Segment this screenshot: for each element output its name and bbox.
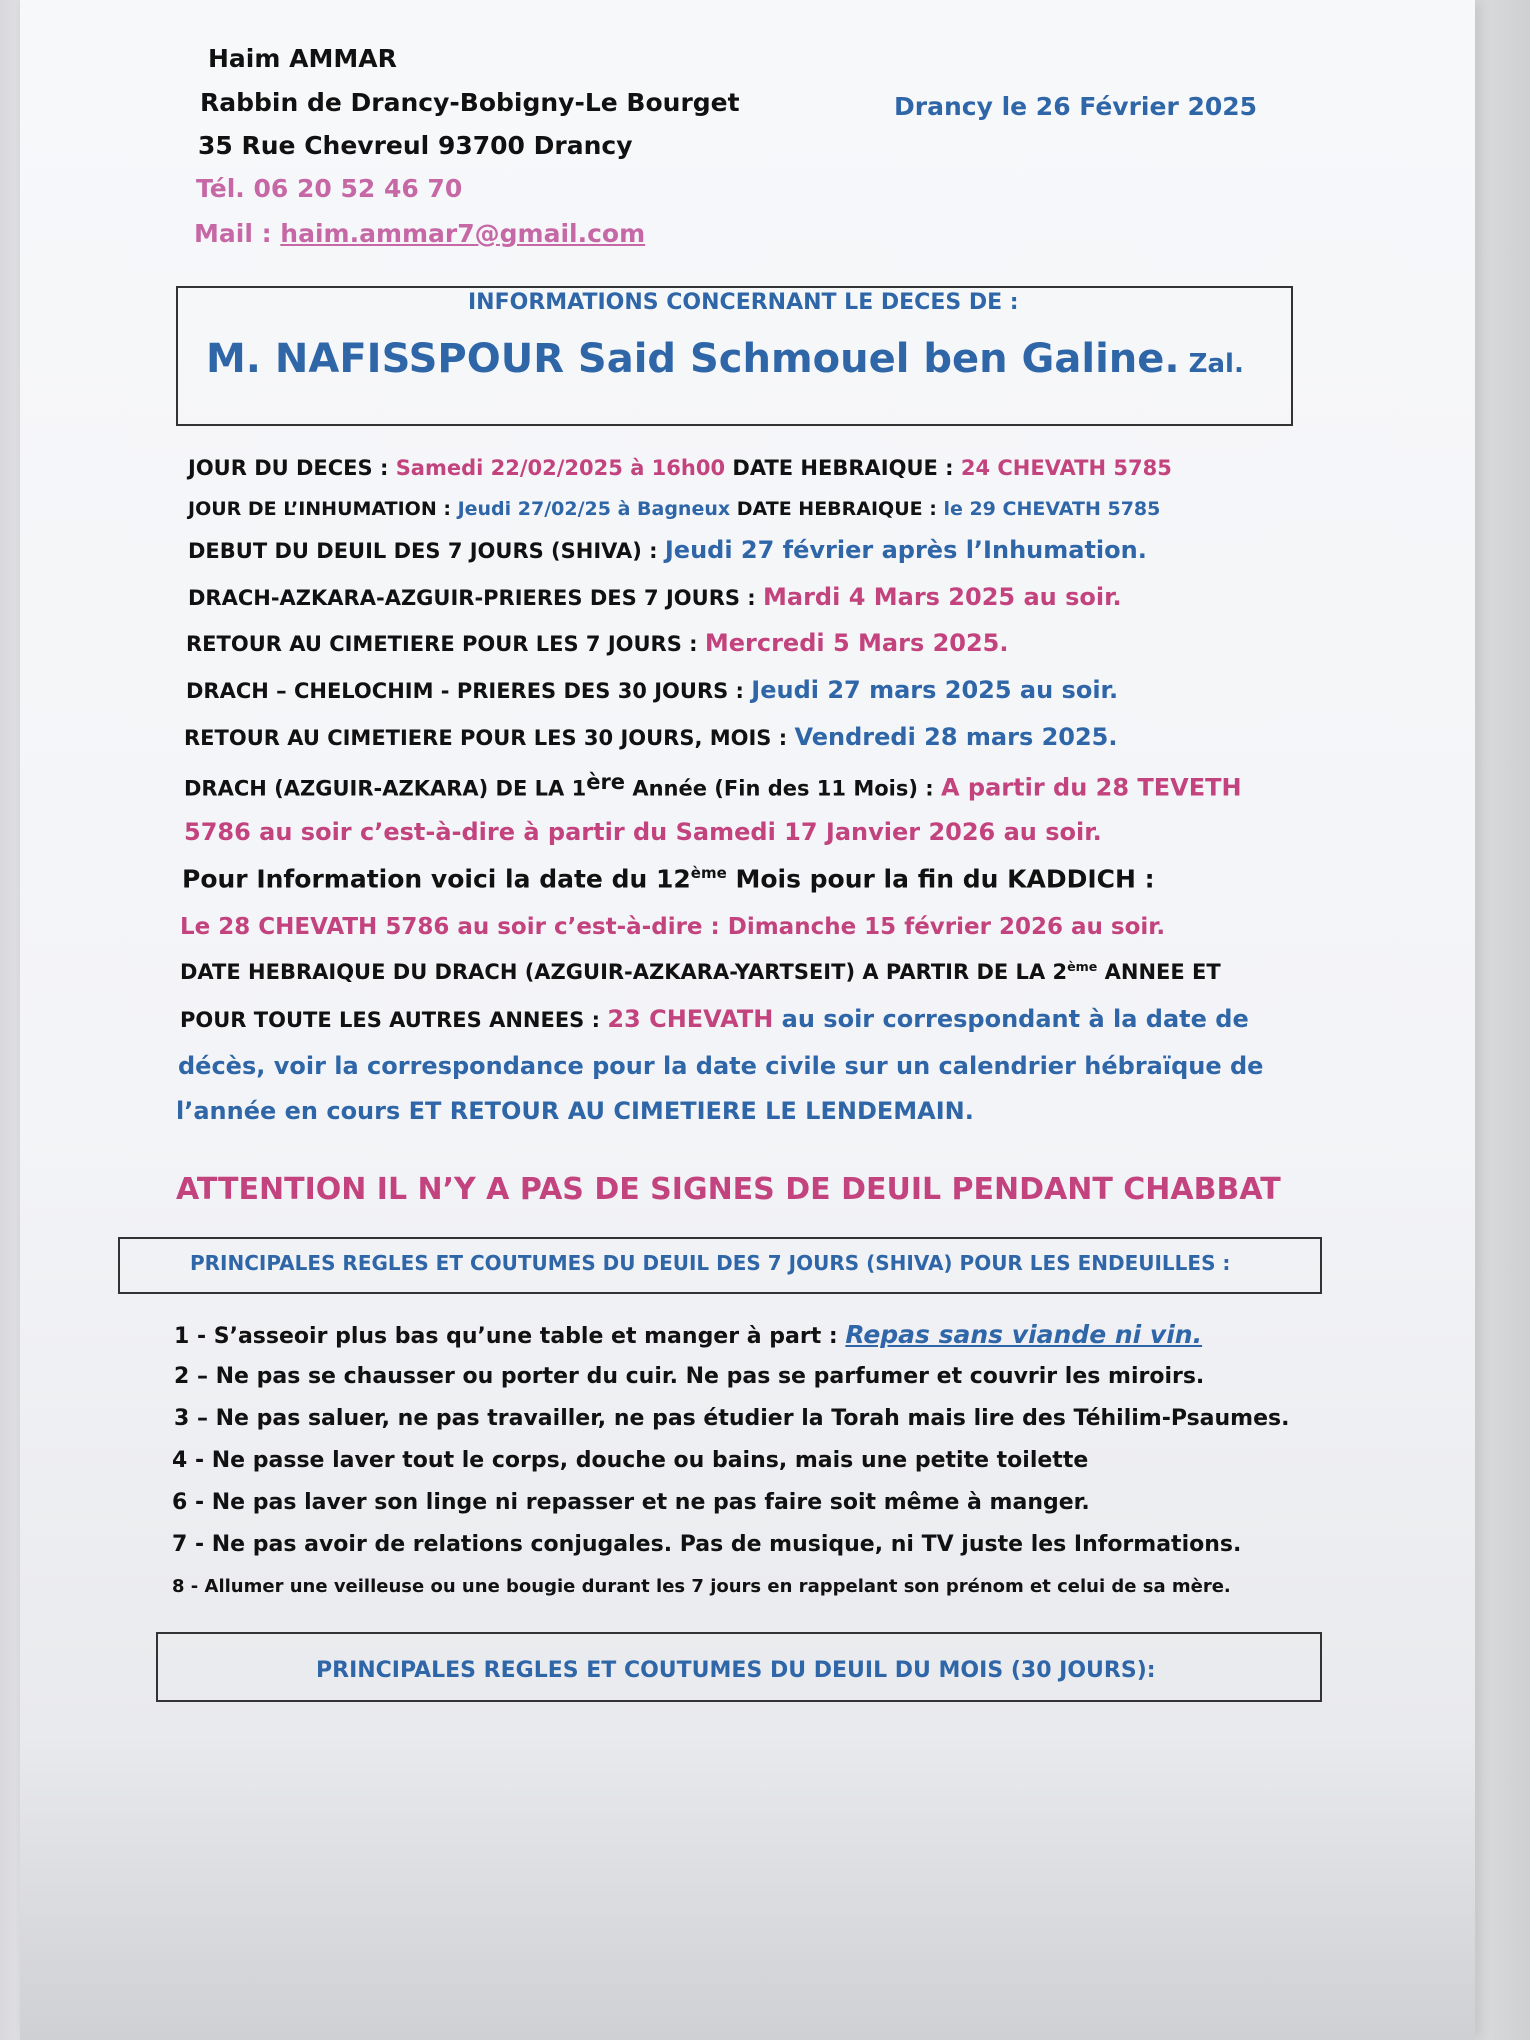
deces-heb-label: DATE HEBRAIQUE : <box>725 456 961 480</box>
rule-3: 3 – Ne pas saluer, ne pas travailler, ne pas étudier la Torah mais lire des Téhilim-Psaumes. <box>174 1406 1290 1431</box>
yartseit-line-2 <box>180 1005 1249 1033</box>
rule-1 <box>174 1320 1202 1349</box>
deceased-name-line <box>206 336 1244 382</box>
yartseit-label-c: POUR TOUTE LES AUTRES ANNEES : <box>180 1008 608 1032</box>
yartseit-line-4: l’année en cours ET RETOUR AU CIMETIERE LE LENDEMAIN. <box>176 1097 974 1125</box>
retour7-line <box>186 629 1009 657</box>
yartseit-line-1 <box>180 959 1221 984</box>
annee-value-1: A partir du 28 TEVETH <box>940 773 1242 802</box>
drach7-label: DRACH-AZKARA-AZGUIR-PRIERES DES 7 JOURS : <box>188 586 764 610</box>
inhum-heb-value: le 29 CHEVATH 5785 <box>943 498 1161 520</box>
yartseit-date: 23 CHEVATH <box>607 1005 774 1033</box>
rabbi-address: 35 Rue Chevreul 93700 Drancy <box>198 131 633 160</box>
drach30-label: DRACH – CHELOCHIM - PRIERES DES 30 JOURS : <box>186 679 752 703</box>
shiva-label: DEBUT DU DEUIL DES 7 JOURS (SHIVA) : <box>188 539 665 563</box>
kaddich-b: Mois pour la fin du KADDICH : <box>726 864 1155 894</box>
deces-line <box>188 456 1172 480</box>
deces-value: Samedi 22/02/2025 à 16h00 <box>395 456 726 480</box>
inhum-heb-label: DATE HEBRAIQUE : <box>730 498 944 520</box>
kaddich-value: Le 28 CHEVATH 5786 au soir c’est-à-dire : Dimanche 15 février 2026 au soir. <box>180 914 1166 940</box>
letter-date: Drancy le 26 Février 2025 <box>894 92 1258 121</box>
annee-value-2: 5786 au soir c’est-à-dire à partir du Samedi 17 Janvier 2026 au soir. <box>184 818 1102 846</box>
inhum-label: JOUR DE L’INHUMATION : <box>188 498 458 520</box>
yartseit-sup: ème <box>1067 959 1098 974</box>
rabbi-phone: Tél. 06 20 52 46 70 <box>196 174 463 203</box>
rule-8: 8 - Allumer une veilleuse ou une bougie durant les 7 jours en rappelant son prénom et celui de sa mère. <box>172 1576 1231 1597</box>
kaddich-sup: ème <box>690 864 727 882</box>
month-rules-box <box>156 1632 1322 1702</box>
yartseit-label-a: DATE HEBRAIQUE DU DRACH (AZGUIR-AZKARA-YARTSEIT) A PARTIR DE LA 2 <box>180 960 1068 984</box>
shiva-rules-title: PRINCIPALES REGLES ET COUTUMES DU DEUIL DES 7 JOURS (SHIVA) POUR LES ENDEUILLES : <box>190 1251 1231 1275</box>
annee-label-sup: ère <box>586 770 626 794</box>
shiva-value: Jeudi 27 février après l’Inhumation. <box>664 536 1147 564</box>
inhum-value: Jeudi 27/02/25 à Bagneux <box>457 498 731 520</box>
rule-1-emphasis: Repas sans viande ni vin. <box>845 1320 1203 1349</box>
yartseit-label-b: ANNEE ET <box>1097 960 1221 984</box>
mail-link[interactable]: haim.ammar7@gmail.com <box>280 219 646 248</box>
mail-label: Mail : <box>194 219 281 248</box>
drach7-value: Mardi 4 Mars 2025 au soir. <box>763 583 1122 611</box>
retour30-label: RETOUR AU CIMETIERE POUR LES 30 JOURS, MOIS : <box>184 726 795 750</box>
kaddich-line <box>182 864 1155 893</box>
retour7-label: RETOUR AU CIMETIERE POUR LES 7 JOURS : <box>186 632 705 656</box>
drach30-line <box>186 676 1118 704</box>
kaddich-a: Pour Information voici la date du 12 <box>182 864 691 894</box>
rabbi-name: Haim AMMAR <box>208 44 397 73</box>
rabbi-role: Rabbin de Drancy-Bobigny-Le Bourget <box>200 88 740 117</box>
rule-2: 2 – Ne pas se chausser ou porter du cuir. Ne pas se parfumer et couvrir les miroirs. <box>174 1364 1205 1389</box>
drach30-value: Jeudi 27 mars 2025 au soir. <box>751 676 1119 704</box>
deces-label: JOUR DU DECES : <box>188 456 396 480</box>
rule-7: 7 - Ne pas avoir de relations conjugales. Pas de musique, ni TV juste les Informations. <box>172 1532 1242 1557</box>
month-rules-title: PRINCIPALES REGLES ET COUTUMES DU DEUIL DU MOIS (30 JOURS): <box>316 1658 1156 1683</box>
deces-heb-value: 24 CHEVATH 5785 <box>960 456 1172 480</box>
rule-4: 4 - Ne passe laver tout le corps, douche ou bains, mais une petite toilette <box>172 1448 1089 1473</box>
yartseit-line-3: décès, voir la correspondance pour la date civile sur un calendrier hébraïque de <box>178 1052 1264 1080</box>
annee-line <box>184 770 1242 801</box>
retour30-value: Vendredi 28 mars 2025. <box>794 723 1118 751</box>
yartseit-blue-1: au soir correspondant à la date de <box>773 1005 1249 1033</box>
zal-suffix: Zal. <box>1179 349 1244 379</box>
shiva-line <box>188 536 1147 564</box>
rabbi-mail-line <box>194 219 645 248</box>
retour30-line <box>184 723 1118 751</box>
shiva-rules-box <box>118 1237 1322 1294</box>
attention-notice: ATTENTION IL N’Y A PAS DE SIGNES DE DEUIL PENDANT CHABBAT <box>176 1172 1281 1207</box>
retour7-value: Mercredi 5 Mars 2025. <box>704 629 1009 657</box>
deceased-title-box <box>176 286 1293 426</box>
rule-1-text: 1 - S’asseoir plus bas qu’une table et manger à part : <box>174 1324 846 1349</box>
deceased-name: M. NAFISSPOUR Said Schmouel ben Galine. <box>206 336 1180 382</box>
annee-label-b: Année (Fin des 11 Mois) : <box>625 776 941 801</box>
drach7-line <box>188 583 1122 611</box>
annee-label-a: DRACH (AZGUIR-AZKARA) DE LA 1 <box>184 776 587 801</box>
rule-6: 6 - Ne pas laver son linge ni repasser et ne pas faire soit même à manger. <box>172 1490 1090 1515</box>
inhumation-line <box>188 498 1160 520</box>
title-subtitle: INFORMATIONS CONCERNANT LE DECES DE : <box>468 290 1019 315</box>
